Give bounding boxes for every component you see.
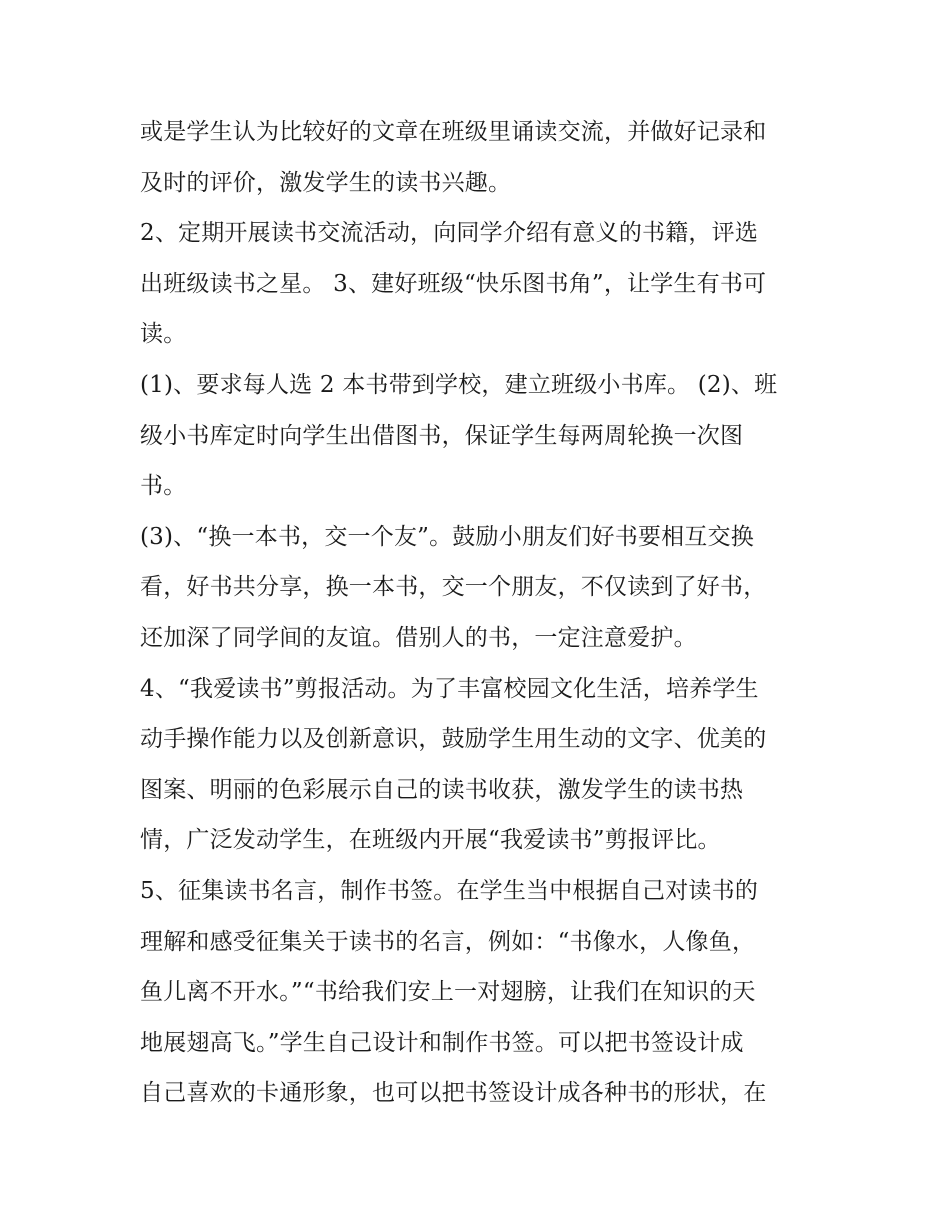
body-text: [140, 107, 820, 1119]
text-line: (3)、“换一本书，交一个友”。鼓励小朋友们好书要相互交换: [140, 523, 754, 550]
text-line: 5、征集读书名言，制作书签。在学生当中根据自己对读书的: [140, 877, 759, 904]
text-line: 2、定期开展读书交流活动，向同学介绍有意义的书籍，评选: [140, 220, 759, 247]
text-line: 出班级读书之星。 3、建好班级“快乐图书角”，让学生有书可: [140, 270, 767, 297]
text-line: 及时的评价，激发学生的读书兴趣。: [140, 169, 512, 196]
text-line: 自己喜欢的卡通形象，也可以把书签设计成各种书的形状，在: [140, 1080, 767, 1107]
text-line: 书。: [140, 473, 187, 500]
text-line: 读。: [140, 321, 187, 348]
text-line: 级小书库定时向学生出借图书，保证学生每两周轮换一次图: [140, 422, 744, 449]
text-line: 动手操作能力以及创新意识，鼓励学生用生动的文字、优美的: [140, 726, 767, 753]
text-line: 图案、明丽的色彩展示自己的读书收获，激发学生的读书热: [140, 776, 744, 803]
text-line: 还加深了同学间的友谊。借别人的书，一定注意爱护。: [140, 624, 697, 651]
text-line: 理解和感受征集关于读书的名言，例如：“书像水，人像鱼，: [140, 928, 756, 955]
text-line: 或是学生认为比较好的文章在班级里诵读交流，并做好记录和: [140, 119, 767, 145]
text-line: 情，广泛发动学生，在班级内开展“我爱读书”剪报评比。: [140, 827, 721, 854]
text-line: 鱼儿离不开水。”“书给我们安上一对翅膀，让我们在知识的天: [140, 979, 756, 1006]
text-line: 4、“我爱读书”剪报活动。为了丰富校园文化生活，培养学生: [140, 675, 759, 702]
text-line: 看，好书共分享，换一本书，交一个朋友，不仅读到了好书，: [140, 574, 767, 601]
text-line: (1)、要求每人选 2 本书带到学校，建立班级小书库。 (2)、班: [140, 371, 778, 398]
text-line: 地展翅高飞。”学生自己设计和制作书签。可以把书签设计成: [140, 1029, 744, 1056]
